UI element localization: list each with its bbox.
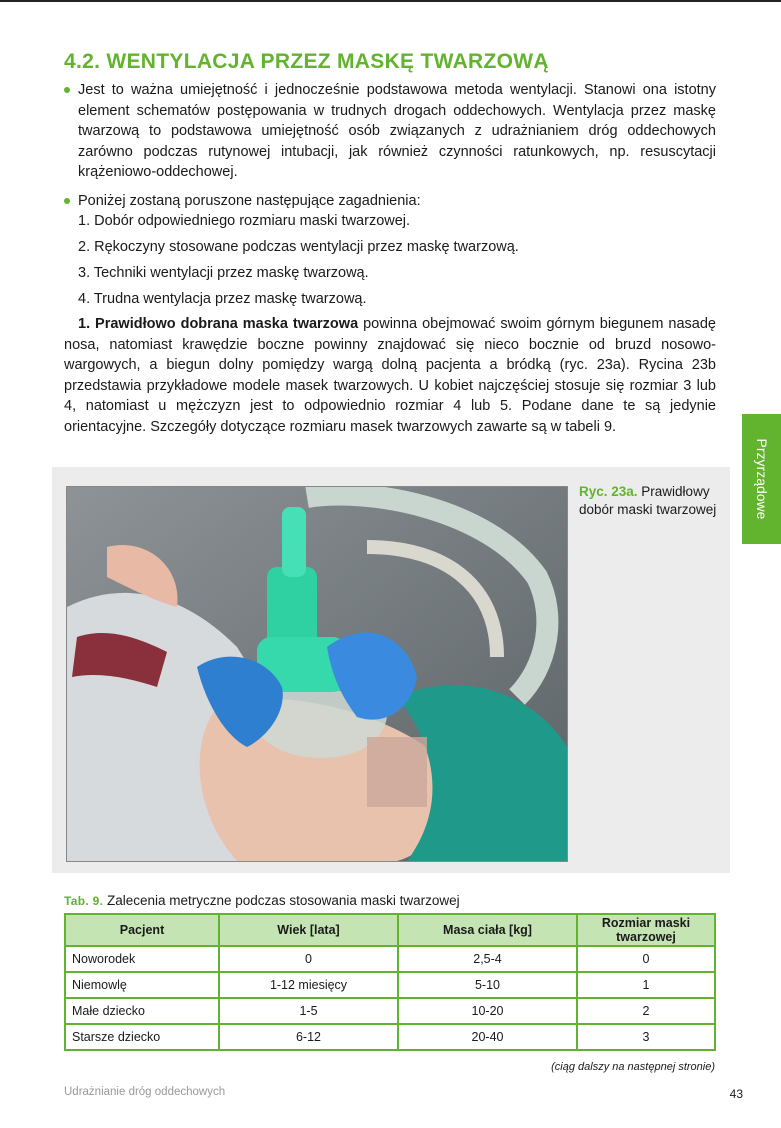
bullet-text: Poniżej zostaną poruszone następujące zagadnienia: xyxy=(78,193,421,209)
table-cell: 3 xyxy=(577,1024,715,1050)
table-cell: 0 xyxy=(577,946,715,972)
bullet-icon xyxy=(64,87,70,93)
table-label: Tab. 9. xyxy=(64,894,104,908)
table-cell: Małe dziecko xyxy=(65,998,219,1024)
table-cell: Starsze dziecko xyxy=(65,1024,219,1050)
page-number: 43 xyxy=(729,1087,743,1101)
top-rule xyxy=(0,0,781,2)
table-caption xyxy=(64,893,460,908)
table-cell: Niemowlę xyxy=(65,972,219,998)
running-footer: Udrażnianie dróg oddechowych xyxy=(64,1086,226,1098)
bullet-paragraph-1 xyxy=(64,80,716,183)
bullet-paragraph-2 xyxy=(64,191,716,212)
topic-item: 2. Rękoczyny stosowane podczas wentylacji przez maskę twarzową. xyxy=(78,239,519,255)
table-cell: 20-40 xyxy=(398,1024,577,1050)
table-cell: Noworodek xyxy=(65,946,219,972)
mask-size-table xyxy=(64,913,716,1051)
table-caption-text: Zalecenia metryczne podczas stosowania maski twarzowej xyxy=(103,893,460,908)
column-header: Masa ciała [kg] xyxy=(398,914,577,946)
table-cell: 2,5-4 xyxy=(398,946,577,972)
paragraph-lead: 1. Prawidłowo dobrana maska twarzowa xyxy=(78,316,359,332)
topic-item: 3. Techniki wentylacji przez maskę twarzową. xyxy=(78,265,369,281)
table-cell: 1-12 miesięcy xyxy=(219,972,398,998)
side-tab-label: Przyrządowe xyxy=(753,438,770,520)
topic-item: 1. Dobór odpowiedniego rozmiaru maski twarzowej. xyxy=(78,213,411,229)
figure-caption xyxy=(579,483,719,519)
table-cell: 5-10 xyxy=(398,972,577,998)
column-header: Rozmiar maski twarzowej xyxy=(577,914,715,946)
table-cell: 1 xyxy=(577,972,715,998)
bullet-icon xyxy=(64,198,70,204)
topic-item: 4. Trudna wentylacja przez maskę twarzową. xyxy=(78,291,367,307)
topics-list xyxy=(78,211,519,315)
figure-label: Ryc. 23a. xyxy=(579,484,638,499)
table-cell: 2 xyxy=(577,998,715,1024)
table-row xyxy=(65,1024,715,1050)
table-cell: 10-20 xyxy=(398,998,577,1024)
table-row xyxy=(65,998,715,1024)
mask-size-paragraph xyxy=(64,314,716,437)
figure-caption-text: Prawidłowy dobór maski twarzowej xyxy=(579,484,717,517)
table-row xyxy=(65,946,715,972)
column-header: Wiek [lata] xyxy=(219,914,398,946)
paragraph-body: powinna obejmować swoim górnym biegunem nasadę nosa, natomiast krawędzie boczne powinny znajdować się nieco bocznie od bruzd nosowo-wargowych, a biegun dolny pomiędzy wargą dolną pacjenta a bródką (ryc. 23a). Rycina 23b przedstawia przykładowe modele masek twarzowych. U kobiet najczęściej stosuje się rozmiar 3 lub 4, natomiast u mężczyzn jest to odpowiednio rozmiar 4 lub 5. Podane dane te są jedynie orientacyjne. Szczegóły dotyczące rozmiaru masek twarzowych zawarte są w tabeli 9. xyxy=(64,316,716,435)
table-header-row xyxy=(65,914,715,946)
table-cell: 0 xyxy=(219,946,398,972)
mask-ventilation-photo-icon xyxy=(67,487,567,861)
figure-photo xyxy=(66,486,568,862)
column-header: Pacjent xyxy=(65,914,219,946)
table-cell: 6-12 xyxy=(219,1024,398,1050)
chapter-side-tab[interactable] xyxy=(742,414,781,544)
table-row xyxy=(65,972,715,998)
section-heading: 4.2. WENTYLACJA PRZEZ MASKĘ TWARZOWĄ xyxy=(64,50,549,73)
table-cell: 1-5 xyxy=(219,998,398,1024)
bullet-text: Jest to ważna umiejętność i jednocześnie podstawowa metoda wentylacji. Stanowi ona istotny element schematów postępowania w trudnych drogach oddechowych. Wentylacja przez maskę twarzową to podstawowa umiejętność osób związanych z udrażnianiem dróg oddechowych zarówno podczas rutynowej intubacji, jak również czynności ratunkowych, np. resuscytacji krążeniowo-oddechowej. xyxy=(78,82,716,180)
continued-note: (ciąg dalszy na następnej stronie) xyxy=(551,1061,715,1073)
